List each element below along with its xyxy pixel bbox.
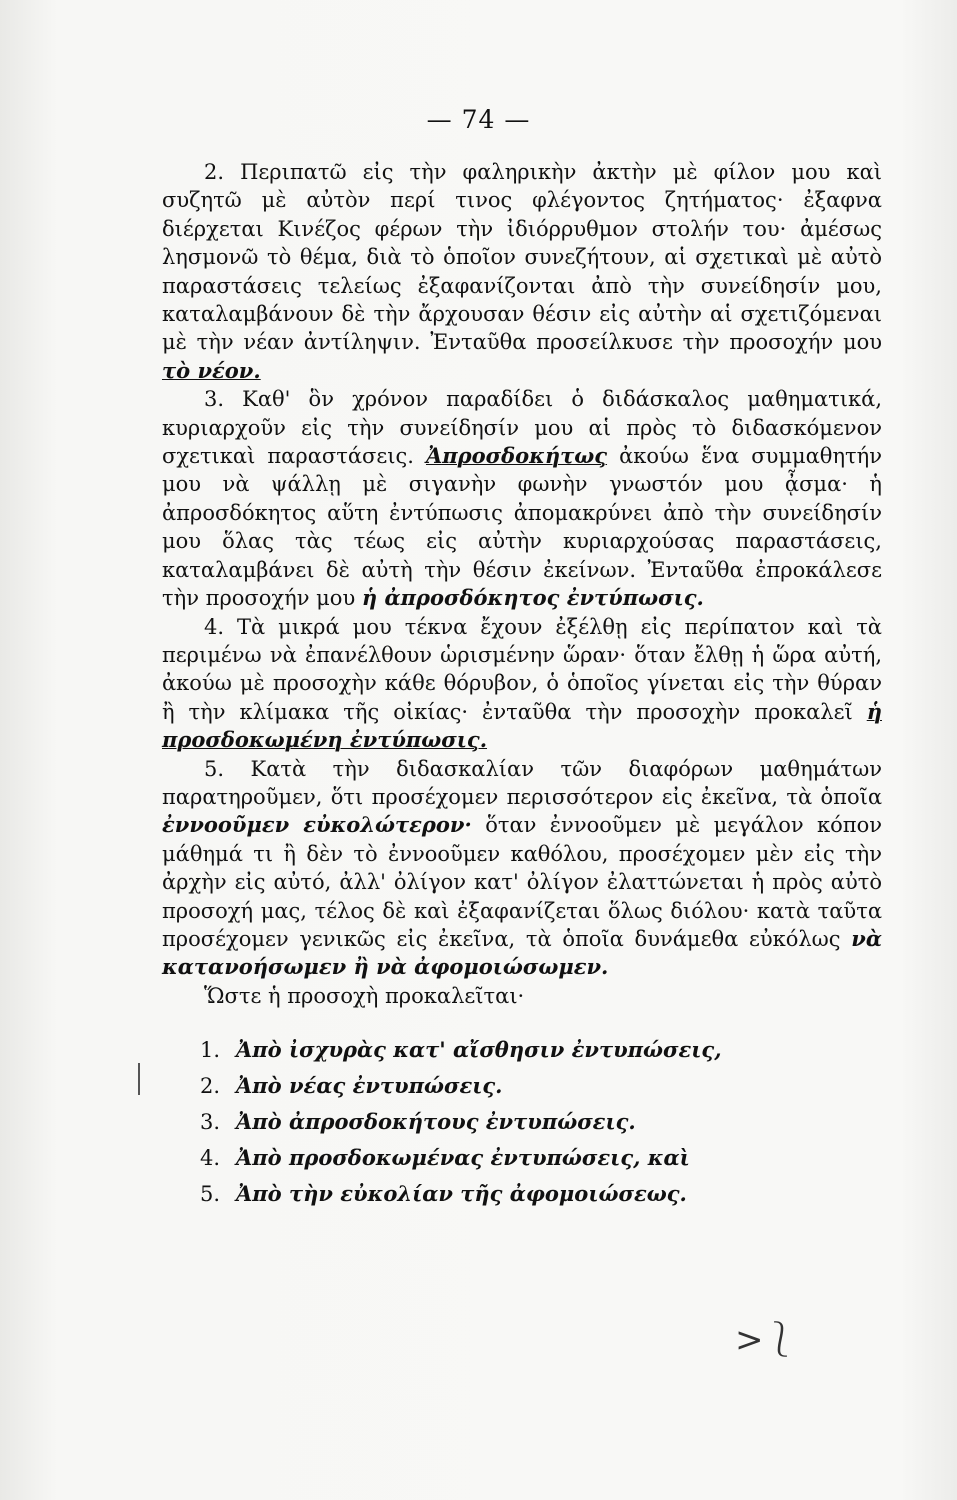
paragraph-2-emphasis: τὸ νέον.	[162, 357, 261, 383]
page-number: — 74 —	[426, 105, 531, 134]
list-item-text: Ἀπὸ νέας ἐντυπώσεις.	[236, 1073, 503, 1099]
paragraph-5-text: 5. Κατὰ τὴν διδασκαλίαν τῶν διαφόρων μαθημάτων παρατηροῦμεν, ὅτι προσέχομεν περισσότερον εἰς ἐκεῖνα, τὰ ὁποῖα	[162, 756, 882, 809]
margin-bracket-mark: >⎱	[735, 1320, 798, 1360]
paragraph-5-emphasis-2: νὰ κατανοήσωμεν ἢ νὰ ἀφομοιώσωμεν.	[162, 925, 882, 980]
paragraph-3-text-2: ἀκούω ἕνα συμμαθητήν μου νὰ ψάλλῃ μὲ σιγανὴν φωνὴν γνωστόν μου ᾆσμα· ἡ ἀπροσδόκητος αὕτη ἐντύπωσις ἀπομακρύνει ἀπὸ τὴν συνείδησίν μου ὅλας τὰς τέως εἰς αὐτὴν κυριαρχούσας παραστάσεις, καταλαμβάνει δὲ αὐτὴ τὴν θέσιν ἐκείνων. Ἐνταῦθα ἐπροκάλεσε τὴν προσοχήν μου	[162, 444, 882, 611]
body-text	[162, 158, 882, 1212]
paragraph-4-text: 4. Τὰ μικρά μου τέκνα ἔχουν ἐξέλθῃ εἰς περίπατον καὶ τὰ περιμένω νὰ ἐπανέλθουν ὡρισμένην ὥραν· ὅταν ἔλθῃ ἡ ὥρα αὐτή, ἀκούω μὲ προσοχὴν κάθε θόρυβον, ὁ ὁποῖος γίνεται εἰς τὴν θύραν ἢ τὴν κλίμακα τῆς οἰκίας· ἐνταῦθα τὴν προσοχὴν προκαλεῖ	[162, 614, 882, 724]
list-item-number: 1.	[200, 1038, 221, 1063]
list-item-text: Ἀπὸ ἰσχυρὰς κατ' αἴσθησιν ἐντυπώσεις,	[236, 1037, 722, 1063]
paragraph-3	[162, 385, 882, 612]
list-item-number: 4.	[200, 1146, 221, 1171]
list-item	[200, 1104, 882, 1140]
paragraph-3-emphasis-2: ἡ ἀπροσδόκητος ἐντύπωσις.	[361, 585, 704, 611]
paragraph-5	[162, 755, 882, 982]
list-item-number: 3.	[200, 1110, 221, 1135]
paragraph-2-text: 2. Περιπατῶ εἰς τὴν φαληρικὴν ἀκτὴν μὲ φίλον μου καὶ συζητῶ μὲ αὐτὸν περί τινος φλέγοντος ζητήματος· ἐξαφνα διέρχεται Κινέζος φέρων τὴν ἰδιόρρυθμον στολήν του· ἀμέσως λησμονῶ τὸ θέμα, διὰ τὸ ὁποῖον συνεζήτουν, αἱ σχετικαὶ μὲ αὐτὸ παραστάσεις τελείως ἐξαφανίζονται ἀπὸ τὴν συνείδησίν μου, καταλαμβάνουν δὲ τὴν ἄρχουσαν θέσιν εἰς αὐτὴν αἱ σχετιζόμεναι μὲ τὴν νέαν ἀντίληψιν. Ἐνταῦθα προσείλκυσε τὴν προσοχήν μου	[162, 160, 882, 355]
list-item-text: Ἀπὸ τὴν εὐκολίαν τῆς ἀφομοιώσεως.	[236, 1181, 687, 1207]
list-item	[200, 1140, 882, 1176]
paragraph-5-text-2: ὅταν ἐννοοῦμεν μὲ μεγάλον κόπον μάθημά τι ἢ δὲν τὸ ἐννοοῦμεν καθόλου, προσέχομεν μὲν εἰς τὴν ἀρχὴν εἰς αὐτό, ἀλλ' ὀλίγον κατ' ὀλίγον ἐλαττώνεται ἡ πρὸς αὐτὸ προσοχή μας, τέλος δὲ καὶ ἐξαφανίζεται ὅλως διόλου· κατὰ ταῦτα προσέχομεν γενικῶς εἰς ἐκεῖνα, τὰ ὁποῖα δυνάμεθα εὐκόλως	[162, 813, 882, 951]
paragraph-5-emphasis-1: ἐννοοῦμεν εὐκολώτερον·	[162, 812, 472, 838]
list-item	[200, 1176, 882, 1212]
paragraph-3-text: 3. Καθ' ὃν χρόνον παραδίδει ὁ διδάσκαλος μαθηματικά, κυριαρχοῦν εἰς τὴν συνείδησίν μου αἱ πρὸς τὸ διδασκόμενον σχετικαὶ παραστάσεις.	[162, 387, 882, 469]
list-item	[200, 1068, 882, 1104]
paragraph-4	[162, 613, 882, 755]
list-item-number: 5.	[200, 1182, 221, 1207]
paragraph-3-emphasis-1: Ἀπροσδοκήτως	[425, 443, 608, 469]
list-item-text: Ἀπὸ ἀπροσδοκήτους ἐντυπώσεις.	[236, 1109, 636, 1135]
conclusion-line: Ὥστε ἡ προσοχὴ προκαλεῖται·	[204, 983, 525, 1008]
causes-list	[162, 1032, 882, 1212]
list-item	[200, 1032, 882, 1068]
list-item-number: 2.	[200, 1074, 221, 1099]
margin-pencil-mark	[138, 1063, 140, 1095]
paragraph-2	[162, 158, 882, 385]
paragraph-4-emphasis: ἡ προσδοκωμένη ἐντύπωσις.	[162, 698, 882, 753]
list-item-text: Ἀπὸ προσδοκωμένας ἐντυπώσεις, καὶ	[236, 1145, 690, 1171]
